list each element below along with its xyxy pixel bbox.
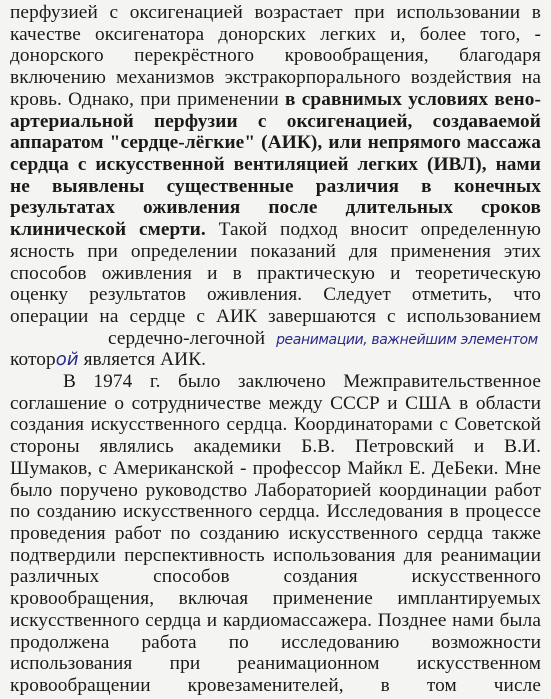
text-line: было поручено руководство Лабораторией координации работ — [10, 480, 541, 501]
text-line: создания искусственного сердца. Координаторами с Советской — [10, 414, 541, 435]
text-line: по созданию искусственного сердца. Исследования в процессе — [10, 501, 541, 522]
text-line: ясность при определении показаний для применения этих — [10, 241, 541, 262]
bold-text-line: артериальной перфузии с оксигенацией, создаваемой — [10, 111, 541, 132]
text-line — [10, 349, 541, 370]
bold-text-line: результатах оживления после длительных сроков — [10, 197, 541, 218]
bold-text-line: сердца с искусственной вентиляцией легких (ИВЛ), нами — [10, 154, 541, 175]
text-line: кровообращении кровезаменителей, в том числе — [10, 675, 541, 696]
text-line: проведения работ по созданию искусственного сердца также — [10, 523, 541, 544]
text-segment: котор — [10, 349, 56, 370]
text-line: стороны являлись академики Б.В. Петровский и В.И. — [10, 436, 541, 457]
text-line: включению механизмов экстракорпорального воздействия на — [10, 67, 541, 88]
text-segment: сердечно-легочной — [108, 328, 266, 349]
text-segment: является АИК. — [83, 349, 207, 370]
text-line: перфузией с оксигенацией возрастает при использовании в — [10, 2, 541, 23]
text-line: оценку результатов оживления. Следует отметить, что — [10, 284, 541, 305]
handwritten-insert: реанимации, важнейшим элементом — [276, 332, 538, 348]
paragraph-first-line: В 1974 г. было заключено Межправительственное — [63, 371, 541, 392]
bold-text-segment: в сравнимых условиях вено- — [285, 89, 541, 110]
text-line: способов оживления и в практическую и теоретическую — [10, 263, 541, 284]
text-line — [10, 219, 541, 240]
text-line: различных способов создания искусственного — [10, 566, 541, 587]
text-line: Шумаков, с Американской - профессор Майкл Е. ДеБеки. Мне — [10, 458, 541, 479]
text-line: операции на сердце с АИК завершаются с использованием — [10, 306, 541, 327]
text-line: донорского перекрёстного кровообращения, благодаря — [10, 45, 541, 66]
bold-text-line: не выявлены существенные различия в конечных — [10, 176, 541, 197]
bold-text-line: аппаратом "сердце-лёгкие" (АИК), или непрямого массажа — [10, 132, 541, 153]
text-line: соглашение о сотрудничестве между СССР и США в области — [10, 393, 541, 414]
handwritten-insert: ой — [55, 349, 79, 370]
text-line-with-handwriting — [108, 328, 547, 349]
text-line: продолжена работа по исследованию возможности — [10, 632, 541, 653]
text-line — [10, 89, 541, 110]
text-line: качестве оксигенатора донорских легких и, более того, - — [10, 24, 541, 45]
text-line: подтвердили перспективность использования для реанимации — [10, 545, 541, 566]
bold-text-segment: клинической смерти. — [10, 219, 206, 240]
text-segment: Такой подход вносит определенную — [218, 219, 541, 240]
text-line: кровообращения, включая применение имплантируемых — [10, 588, 541, 609]
text-line: искусственного сердца и кардиомассажера. Позднее нами была — [10, 610, 541, 631]
text-line: использования при реанимационном искусственном — [10, 653, 541, 674]
text-segment: кровь. Однако, при применении — [10, 89, 279, 110]
